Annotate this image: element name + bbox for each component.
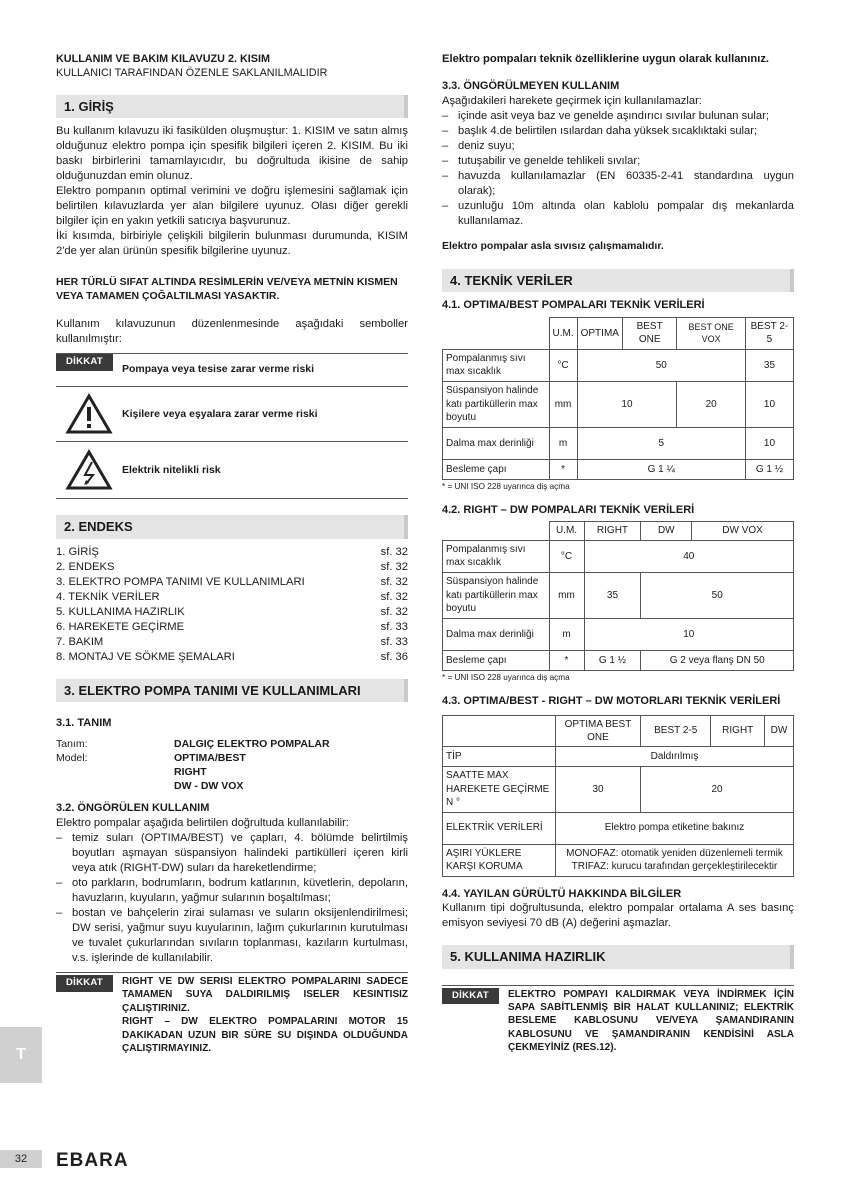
- index-row: [56, 545, 408, 560]
- subsection-4-2: 4.2. RIGHT – DW POMPALARI TEKNİK VERİLERİ: [442, 503, 695, 516]
- symbol-text-person-risk: Kişilere veya eşyalara zarar verme riski: [122, 408, 318, 421]
- table-cell: 10: [584, 618, 794, 650]
- dikkat-badge: DİKKAT: [56, 975, 113, 992]
- table-cell: 10: [577, 381, 677, 427]
- symbol-text-electric-risk: Elektrik nitelikli risk: [122, 464, 221, 477]
- subsection-3-3: 3.3. ÖNGÖRÜLMEYEN KULLANIM: [442, 80, 620, 92]
- table-cell: Dalma max derinliği: [443, 427, 550, 459]
- attention-box-5: [442, 985, 794, 1055]
- table-optima-best: [442, 317, 794, 480]
- table-cell: °C: [549, 349, 577, 381]
- table-cell: mm: [549, 381, 577, 427]
- subsection-4-4: 4.4. YAYILAN GÜRÜLTÜ HAKKINDA BİLGİLER: [442, 887, 682, 900]
- index-row: [56, 650, 408, 665]
- list-item: – uzunluğu 10m altında olan kablolu pompalar dış mekanlarda kullanılamaz.: [442, 199, 794, 229]
- index-label: 3. ELEKTRO POMPA TANIMI VE KULLANIMLARI: [56, 575, 305, 588]
- ebara-logo: EBARA: [56, 1150, 129, 1171]
- index-label: 7. BAKIM: [56, 635, 104, 648]
- table-header: DW: [641, 522, 692, 540]
- copyright-warning: HER TÜRLÜ SIFAT ALTINDA RESİMLERİN VE/VEYA METNİN KISMEN VEYA TAMAMEN ÇOĞALTILMASI YASAKTIR.: [56, 276, 398, 303]
- table-header: U.M.: [549, 317, 577, 349]
- index-page: sf. 32: [380, 560, 408, 573]
- table-cell: 20: [641, 767, 794, 812]
- table-cell: Elektro pompa etiketine bakınız: [556, 812, 794, 844]
- tanim-label: Tanım:: [56, 737, 88, 750]
- table-header: DW VOX: [692, 522, 794, 540]
- index-label: 8. MONTAJ VE SÖKME ŞEMALARI: [56, 650, 235, 663]
- unintended-use-list: [442, 109, 794, 229]
- page-number: 32: [0, 1150, 42, 1168]
- warning-triangle-icon: [56, 393, 122, 435]
- table-cell: 50: [577, 349, 745, 381]
- electric-hazard-icon: [56, 449, 122, 491]
- intro-p2: Elektro pompanın optimal verimini ve doğru işlemesini sağlamak için belirtilen kılavuzlarda yer alan bilgilere uyunuz. Olası diğer gerekli bilgiler için en yakın yetkili satıcıya başvurunuz.: [56, 185, 408, 228]
- table-cell: °C: [549, 540, 584, 572]
- table-cell: AŞIRI YÜKLERE KARŞI KORUMA: [443, 844, 556, 876]
- table-cell: Daldırılmış: [556, 747, 794, 767]
- symbol-row-general: [56, 387, 408, 442]
- right-column: [442, 52, 794, 1055]
- table-cell: 40: [584, 540, 794, 572]
- subsection-3-2: 3.2. ÖNGÖRÜLEN KULLANIM: [56, 802, 210, 815]
- intended-use-list: [56, 831, 408, 966]
- noise-paragraph: Kullanım tipi doğrultusunda, elektro pompalar ortalama A ses basınç emisyon seviyesi 70 dB (A) değerini aşmazlar.: [442, 902, 794, 930]
- dikkat-badge: DİKKAT: [56, 354, 113, 371]
- table-header: OPTIMA BEST ONE: [556, 715, 641, 747]
- list-item: – havuzda kullanılamazlar (EN 60335-2-41 standardına uygun olarak);: [442, 169, 794, 199]
- subsection-3-1: 3.1. TANIM: [56, 717, 112, 730]
- list-item: – temiz suları (OPTIMA/BEST) ve çapları, 4. bölümde belirtilmiş boyutları aşmayan süspansiyon halindeki partikülleri içeren kirli veya atık (RIGHT-DW) suları da hareketlendirme;: [56, 831, 408, 876]
- section-title-description: 3. ELEKTRO POMPA TANIMI VE KULLANIMLARI: [56, 679, 408, 702]
- table-cell: 5: [577, 427, 745, 459]
- intro-p3: İki kısımda, birbiriyle çelişkili bilgilerin bulunması durumunda, KISIM 2'de yer alan ürünün spesifik bilgilerine uyunuz.: [56, 230, 408, 258]
- attention-box-3: [56, 972, 408, 1055]
- warning-right-dw-2: RIGHT – DW ELEKTRO POMPALARINI MOTOR 15 DAKIKADAN UZUN BIR SÜRE SU DIŞINDA OLDUĞUNDA ÇALIŞTIRMAYINIZ.: [122, 1016, 408, 1054]
- table-header: RIGHT: [584, 522, 641, 540]
- index-row: [56, 620, 408, 635]
- table-cell: mm: [549, 572, 584, 618]
- intro-p1: Bu kullanım kılavuzu iki fasikülden oluşmuştur: 1. KISIM ve satın almış olduğunuz elektro pompa için spesifik bilgileri içeren 2. KISIM. Bu iki baskı birbirlerini tamamlayıcıdır, bu doğrultuda ikisine de sahip olduğunuzdan emin olunuz.: [56, 125, 408, 183]
- index-row: [56, 605, 408, 620]
- table-header: BEST ONE VOX: [677, 317, 746, 349]
- index-page: sf. 32: [380, 605, 408, 618]
- table-header: RIGHT: [711, 715, 765, 747]
- language-tab: T: [0, 1027, 42, 1083]
- index-page: sf. 32: [380, 545, 408, 558]
- header-line1: KULLANIM VE BAKIM KILAVUZU 2. KISIM: [56, 53, 270, 65]
- header-line2: KULLANICI TARAFINDAN ÖZENLE SAKLANILMALIDIR: [56, 67, 328, 80]
- table-cell: ELEKTRİK VERİLERİ: [443, 812, 556, 844]
- table-cell: m: [549, 427, 577, 459]
- lifting-warning: ELEKTRO POMPAYI KALDIRMAK VEYA İNDİRMEK İÇİN SAPA SABİTLENMİŞ BİR HALAT KULLANINIZ; ELEKTRİK BESLEME KABLOSUNU VE/VEYA ŞAMANDIRANIN KABLOSUNU VE ŞAMANDIRANIN KENDİSİNİ ASLA ÇEKMEYİNİZ (RES.12).: [508, 988, 794, 1054]
- index-page: sf. 33: [380, 635, 408, 648]
- subsection-4-3: 4.3. OPTIMA/BEST - RIGHT – DW MOTORLARI TEKNİK VERİLERİ: [442, 694, 781, 707]
- list-item: – bostan ve bahçelerin zirai sulaması ve suların oksijenlendirilmesi; DW serisi, yağmur suyu kuyularının, lağım çukurlarının kurutulması ve tuvalet çukurlarından sıvıların toplanması, kazıların kurtulması, v.s. işlerinde de kullanılabilir.: [56, 906, 408, 966]
- table-cell: G 1 ¼: [577, 459, 745, 479]
- index-page: sf. 33: [380, 620, 408, 633]
- table-cell: Besleme çapı: [443, 650, 550, 670]
- table-cell: Pompalanmış sıvı max sıcaklık: [443, 540, 550, 572]
- model-value-3: DW - DW VOX: [174, 780, 244, 793]
- model-value-2: RIGHT: [174, 766, 207, 779]
- thread-note: * = UNI ISO 228 uyarınca diş açma: [442, 481, 570, 491]
- symbol-row-dikkat: [56, 354, 408, 387]
- table-header: OPTIMA: [577, 317, 622, 349]
- table-cell: Dalma max derinliği: [443, 618, 550, 650]
- model-label: Model:: [56, 752, 88, 765]
- index-page: sf. 36: [380, 650, 408, 663]
- table-cell: 35: [584, 572, 641, 618]
- list-item: – oto parkların, bodrumların, bodrum katlarının, küvetlerin, depoların, havuzların, kuyuların, yağmur sularının boşaltılması;: [56, 876, 408, 906]
- list-item: – tutuşabilir ve genelde tehlikeli sıvılar;: [442, 154, 794, 169]
- symbols-intro: Kullanım kılavuzunun düzenlenmesinde aşağıdaki semboller kullanılmıştır:: [56, 318, 408, 346]
- table-header: BEST 2-5: [641, 715, 711, 747]
- table-cell: m: [549, 618, 584, 650]
- section-title-technical: 4. TEKNİK VERİLER: [442, 269, 794, 292]
- table-motors: [442, 715, 794, 877]
- intended-use-intro: Elektro pompalar aşağıda belirtilen doğrultuda kullanılabilir:: [56, 816, 349, 829]
- table-cell: TİP: [443, 747, 556, 767]
- table-cell: 50: [641, 572, 794, 618]
- dikkat-badge: DİKKAT: [442, 988, 499, 1005]
- table-cell: SAATTE MAX HAREKETE GEÇİRME N °: [443, 767, 556, 812]
- table-cell: *: [549, 459, 577, 479]
- index-label: 2. ENDEKS: [56, 560, 115, 573]
- index-row: [56, 560, 408, 575]
- thread-note: * = UNI ISO 228 uyarınca diş açma: [442, 672, 570, 682]
- table-cell: Süspansiyon halinde katı partiküllerin max boyutu: [443, 381, 550, 427]
- table-cell: *: [549, 650, 584, 670]
- symbol-text-pump-risk: Pompaya veya tesise zarar verme riski: [122, 363, 315, 376]
- list-item: – içinde asit veya baz ve genelde aşındırıcı sıvılar bulunan sular;: [442, 109, 794, 124]
- table-cell: G 1 ½: [584, 650, 641, 670]
- index-label: 4. TEKNİK VERİLER: [56, 590, 160, 603]
- table-header: BEST ONE: [622, 317, 676, 349]
- table-cell: 10: [745, 427, 793, 459]
- table-cell: 20: [677, 381, 746, 427]
- index-label: 6. HAREKETE GEÇİRME: [56, 620, 185, 633]
- table-cell: 30: [556, 767, 641, 812]
- definition-block: [56, 737, 408, 793]
- section-title-intro: 1. GİRİŞ: [56, 95, 408, 118]
- unintended-use-intro: Aşağıdakileri harekete geçirmek için kullanılamazlar:: [442, 94, 702, 107]
- table-cell: 10: [745, 381, 793, 427]
- table-cell: Besleme çapı: [443, 459, 550, 479]
- index-row: [56, 575, 408, 590]
- section-title-preparation: 5. KULLANIMA HAZIRLIK: [442, 945, 794, 968]
- index-label: 1. GİRİŞ: [56, 545, 99, 558]
- table-cell: G 1 ½: [745, 459, 793, 479]
- subsection-4-1: 4.1. OPTIMA/BEST POMPALARI TEKNİK VERİLERİ: [442, 299, 705, 312]
- table-cell: MONOFAZ: otomatik yeniden düzenlemeli termik: [566, 847, 783, 859]
- table-header: DW: [765, 715, 794, 747]
- index-page: sf. 32: [380, 575, 408, 588]
- index-row: [56, 635, 408, 650]
- index-row: [56, 590, 408, 605]
- table-cell: Pompalanmış sıvı max sıcaklık: [443, 349, 550, 381]
- model-value-1: OPTIMA/BEST: [174, 752, 246, 765]
- section-title-index: 2. ENDEKS: [56, 515, 408, 538]
- technical-use-note: Elektro pompaları teknik özelliklerine uygun olarak kullanınız.: [442, 53, 770, 65]
- left-column: [56, 52, 408, 1055]
- list-item: – deniz suyu;: [442, 139, 794, 154]
- table-cell: 35: [745, 349, 793, 381]
- index-label: 5. KULLANIMA HAZIRLIK: [56, 605, 185, 618]
- table-header: BEST 2-5: [745, 317, 793, 349]
- dry-run-warning: Elektro pompalar asla sıvısız çalışmamalıdır.: [442, 239, 664, 252]
- list-item: – başlık 4.de belirtilen ısılardan daha yüksek sıcaklıktaki sular;: [442, 124, 794, 139]
- symbols-table: [56, 353, 408, 499]
- index-list: [56, 545, 408, 665]
- table-cell: Süspansiyon halinde katı partiküllerin max boyutu: [443, 572, 550, 618]
- warning-right-dw-1: RIGHT VE DW SERISI ELEKTRO POMPALARINI SADECE TAMAMEN SUYA DALDIRILMIŞ ISELER KESINTISIZ ÇALIŞTIRINIZ.: [122, 975, 408, 1014]
- index-page: sf. 32: [380, 590, 408, 603]
- table-right-dw: [442, 521, 794, 670]
- symbol-row-electric: [56, 442, 408, 499]
- table-cell: TRIFAZ: kurucu tarafından gerçekleştirilecektir: [571, 861, 778, 872]
- table-header: U.M.: [549, 522, 584, 540]
- table-cell: G 2 veya flanş DN 50: [641, 650, 794, 670]
- tanim-value: DALGIÇ ELEKTRO POMPALAR: [174, 737, 330, 750]
